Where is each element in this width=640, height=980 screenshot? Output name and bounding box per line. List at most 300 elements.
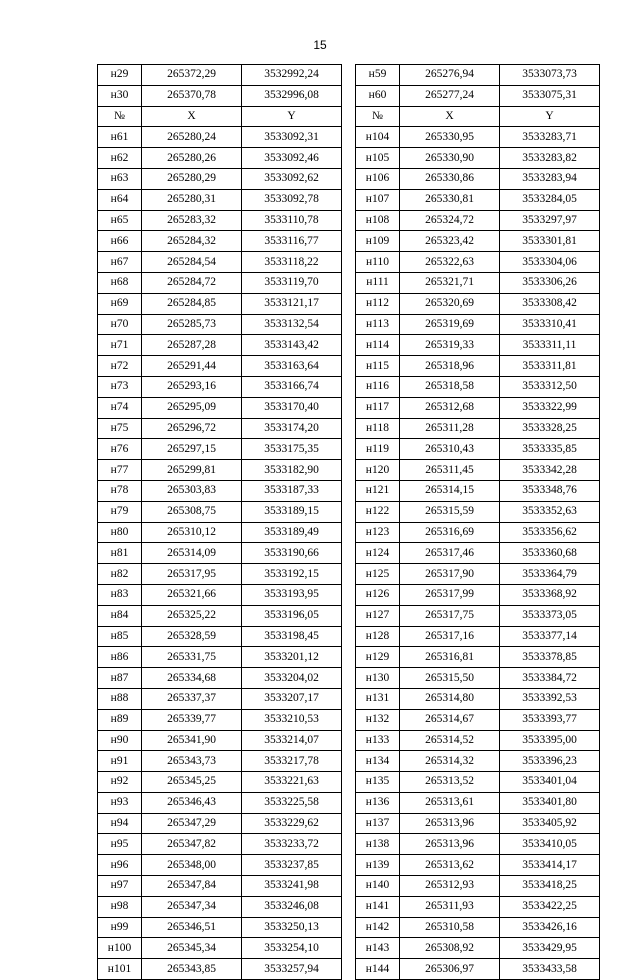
y-coordinate-cell: 3533201,12 [242, 647, 342, 668]
x-coordinate-cell: 265313,52 [400, 772, 500, 793]
y-coordinate-cell: 3533143,42 [242, 335, 342, 356]
y-coordinate-cell: 3533092,46 [242, 148, 342, 169]
y-coordinate-cell: 3533418,25 [500, 876, 600, 897]
x-coordinate-cell: 265285,73 [142, 314, 242, 335]
point-number-cell: н107 [356, 189, 400, 210]
column-gap [342, 65, 356, 86]
x-coordinate-cell: 265308,75 [142, 501, 242, 522]
x-coordinate-cell: 265372,29 [142, 65, 242, 86]
table-row [98, 480, 600, 501]
x-coordinate-cell: 265314,09 [142, 543, 242, 564]
x-coordinate-cell: 265348,00 [142, 855, 242, 876]
y-coordinate-cell: 3533237,85 [242, 855, 342, 876]
y-coordinate-cell: 3533163,64 [242, 356, 342, 377]
table-row [98, 959, 600, 980]
point-number-cell: н127 [356, 605, 400, 626]
point-number-cell: н88 [98, 688, 142, 709]
y-coordinate-cell: 3533352,63 [500, 501, 600, 522]
y-coordinate-cell: 3533110,78 [242, 210, 342, 231]
y-coordinate-cell: 3533118,22 [242, 252, 342, 273]
point-number-cell: н119 [356, 439, 400, 460]
point-number-cell: н71 [98, 335, 142, 356]
point-number-cell: н61 [98, 127, 142, 148]
y-coordinate-cell: 3532996,08 [242, 85, 342, 106]
point-number-cell: н66 [98, 231, 142, 252]
column-gap [342, 584, 356, 605]
column-gap [342, 730, 356, 751]
point-number-cell: н90 [98, 730, 142, 751]
point-number-cell: н30 [98, 85, 142, 106]
y-coordinate-cell: 3533170,40 [242, 397, 342, 418]
point-number-cell: н91 [98, 751, 142, 772]
x-coordinate-cell: 265312,93 [400, 876, 500, 897]
column-gap [342, 647, 356, 668]
column-gap [342, 293, 356, 314]
y-coordinate-cell: 3532992,24 [242, 65, 342, 86]
x-coordinate-cell: 265330,81 [400, 189, 500, 210]
x-coordinate-cell: 265311,28 [400, 418, 500, 439]
point-number-cell: н126 [356, 584, 400, 605]
point-number-cell: № [356, 106, 400, 127]
column-gap [342, 626, 356, 647]
point-number-cell: н105 [356, 148, 400, 169]
x-coordinate-cell: 265321,66 [142, 584, 242, 605]
column-gap [342, 252, 356, 273]
point-number-cell: н62 [98, 148, 142, 169]
x-coordinate-cell: 265331,75 [142, 647, 242, 668]
x-coordinate-cell: 265323,42 [400, 231, 500, 252]
y-coordinate-cell: 3533368,92 [500, 584, 600, 605]
table-row [98, 584, 600, 605]
column-gap [342, 605, 356, 626]
point-number-cell: н108 [356, 210, 400, 231]
y-coordinate-cell: 3533297,97 [500, 210, 600, 231]
column-gap [342, 272, 356, 293]
point-number-cell: н135 [356, 772, 400, 793]
x-coordinate-cell: 265317,99 [400, 584, 500, 605]
x-coordinate-cell: 265280,26 [142, 148, 242, 169]
y-coordinate-cell: 3533229,62 [242, 813, 342, 834]
y-coordinate-cell: 3533426,16 [500, 917, 600, 938]
y-coordinate-cell: 3533092,31 [242, 127, 342, 148]
y-coordinate-cell: 3533187,33 [242, 480, 342, 501]
y-coordinate-cell: 3533189,15 [242, 501, 342, 522]
y-coordinate-cell: 3533121,17 [242, 293, 342, 314]
x-coordinate-cell: 265314,80 [400, 688, 500, 709]
table-row [98, 813, 600, 834]
x-coordinate-cell: 265277,24 [400, 85, 500, 106]
column-gap [342, 418, 356, 439]
x-coordinate-cell: 265312,68 [400, 397, 500, 418]
table-row [98, 668, 600, 689]
y-coordinate-cell: 3533311,81 [500, 356, 600, 377]
table-row [98, 106, 600, 127]
y-coordinate-cell: 3533310,41 [500, 314, 600, 335]
column-gap [342, 231, 356, 252]
x-coordinate-cell: 265313,61 [400, 792, 500, 813]
x-coordinate-cell: 265296,72 [142, 418, 242, 439]
y-coordinate-cell: 3533198,45 [242, 626, 342, 647]
table-row [98, 751, 600, 772]
y-coordinate-cell: 3533342,28 [500, 460, 600, 481]
x-coordinate-cell: 265316,69 [400, 522, 500, 543]
y-coordinate-cell: 3533348,76 [500, 480, 600, 501]
point-number-cell: н85 [98, 626, 142, 647]
y-coordinate-cell: 3533257,94 [242, 959, 342, 980]
x-coordinate-cell: 265310,58 [400, 917, 500, 938]
y-coordinate-cell: 3533207,17 [242, 688, 342, 709]
point-number-cell: н70 [98, 314, 142, 335]
point-number-cell: н128 [356, 626, 400, 647]
x-coordinate-cell: 265330,90 [400, 148, 500, 169]
column-gap [342, 168, 356, 189]
x-coordinate-cell: 265345,25 [142, 772, 242, 793]
y-coordinate-cell: 3533132,54 [242, 314, 342, 335]
point-number-cell: н143 [356, 938, 400, 959]
y-coordinate-cell: 3533364,79 [500, 564, 600, 585]
point-number-cell: н87 [98, 668, 142, 689]
table-row [98, 522, 600, 543]
point-number-cell: н122 [356, 501, 400, 522]
point-number-cell: № [98, 106, 142, 127]
y-coordinate-cell: 3533283,71 [500, 127, 600, 148]
column-gap [342, 376, 356, 397]
column-gap [342, 106, 356, 127]
point-number-cell: н73 [98, 376, 142, 397]
column-gap [342, 501, 356, 522]
x-coordinate-cell: 265291,44 [142, 356, 242, 377]
point-number-cell: н98 [98, 896, 142, 917]
point-number-cell: н116 [356, 376, 400, 397]
column-gap [342, 439, 356, 460]
column-gap [342, 210, 356, 231]
x-coordinate-cell: 265345,34 [142, 938, 242, 959]
y-coordinate-cell: 3533414,17 [500, 855, 600, 876]
x-coordinate-cell: 265284,54 [142, 252, 242, 273]
x-coordinate-cell: 265346,51 [142, 917, 242, 938]
point-number-cell: н110 [356, 252, 400, 273]
x-coordinate-cell: 265320,69 [400, 293, 500, 314]
table-row [98, 772, 600, 793]
table-row [98, 189, 600, 210]
point-number-cell: н111 [356, 272, 400, 293]
table-row [98, 543, 600, 564]
table-row [98, 210, 600, 231]
point-number-cell: н72 [98, 356, 142, 377]
point-number-cell: н97 [98, 876, 142, 897]
y-coordinate-cell: 3533377,14 [500, 626, 600, 647]
y-coordinate-cell: 3533204,02 [242, 668, 342, 689]
column-gap [342, 85, 356, 106]
y-coordinate-cell: 3533301,81 [500, 231, 600, 252]
table-row [98, 896, 600, 917]
x-coordinate-cell: 265284,32 [142, 231, 242, 252]
x-coordinate-cell: 265314,67 [400, 709, 500, 730]
y-coordinate-cell: 3533217,78 [242, 751, 342, 772]
point-number-cell: н94 [98, 813, 142, 834]
point-number-cell: н112 [356, 293, 400, 314]
point-number-cell: н86 [98, 647, 142, 668]
x-coordinate-cell: 265303,83 [142, 480, 242, 501]
x-coordinate-cell: 265310,43 [400, 439, 500, 460]
x-coordinate-cell: 265311,93 [400, 896, 500, 917]
x-coordinate-cell: 265317,16 [400, 626, 500, 647]
column-gap [342, 564, 356, 585]
y-coordinate-cell: 3533283,82 [500, 148, 600, 169]
y-coordinate-cell: 3533233,72 [242, 834, 342, 855]
y-coordinate-cell: 3533360,68 [500, 543, 600, 564]
column-gap [342, 959, 356, 980]
x-coordinate-cell: 265347,84 [142, 876, 242, 897]
table-row [98, 376, 600, 397]
point-number-cell: н75 [98, 418, 142, 439]
y-coordinate-cell: 3533393,77 [500, 709, 600, 730]
point-number-cell: н130 [356, 668, 400, 689]
x-coordinate-cell: 265313,62 [400, 855, 500, 876]
y-coordinate-cell: 3533422,25 [500, 896, 600, 917]
y-coordinate-cell: 3533221,63 [242, 772, 342, 793]
point-number-cell: н114 [356, 335, 400, 356]
x-coordinate-cell: 265347,82 [142, 834, 242, 855]
column-gap [342, 688, 356, 709]
point-number-cell: н118 [356, 418, 400, 439]
x-coordinate-cell: 265337,37 [142, 688, 242, 709]
table-row [98, 605, 600, 626]
point-number-cell: н113 [356, 314, 400, 335]
y-coordinate-cell: 3533225,58 [242, 792, 342, 813]
y-coordinate-cell: 3533433,58 [500, 959, 600, 980]
x-coordinate-cell: 265293,16 [142, 376, 242, 397]
column-gap [342, 813, 356, 834]
table-row [98, 127, 600, 148]
x-coordinate-cell: 265339,77 [142, 709, 242, 730]
point-number-cell: н79 [98, 501, 142, 522]
column-gap [342, 543, 356, 564]
x-coordinate-cell: 265347,29 [142, 813, 242, 834]
x-coordinate-cell: 265308,92 [400, 938, 500, 959]
y-coordinate-cell: 3533175,35 [242, 439, 342, 460]
point-number-cell: н82 [98, 564, 142, 585]
point-number-cell: н64 [98, 189, 142, 210]
point-number-cell: н69 [98, 293, 142, 314]
point-number-cell: н104 [356, 127, 400, 148]
y-coordinate-cell: 3533395,00 [500, 730, 600, 751]
y-coordinate-cell: 3533250,13 [242, 917, 342, 938]
x-coordinate-cell: X [400, 106, 500, 127]
y-coordinate-cell: 3533192,15 [242, 564, 342, 585]
table-row [98, 356, 600, 377]
y-coordinate-cell: 3533283,94 [500, 168, 600, 189]
x-coordinate-cell: 265343,73 [142, 751, 242, 772]
table-row [98, 397, 600, 418]
y-coordinate-cell: 3533284,05 [500, 189, 600, 210]
y-coordinate-cell: 3533246,08 [242, 896, 342, 917]
y-coordinate-cell: 3533196,05 [242, 605, 342, 626]
point-number-cell: н136 [356, 792, 400, 813]
table-row [98, 272, 600, 293]
x-coordinate-cell: X [142, 106, 242, 127]
x-coordinate-cell: 265330,86 [400, 168, 500, 189]
column-gap [342, 480, 356, 501]
table-row [98, 855, 600, 876]
table-row [98, 647, 600, 668]
point-number-cell: н137 [356, 813, 400, 834]
point-number-cell: н59 [356, 65, 400, 86]
y-coordinate-cell: 3533214,07 [242, 730, 342, 751]
table-row [98, 626, 600, 647]
x-coordinate-cell: 265318,58 [400, 376, 500, 397]
y-coordinate-cell: Y [242, 106, 342, 127]
column-gap [342, 917, 356, 938]
table-row [98, 231, 600, 252]
table-row [98, 439, 600, 460]
coordinates-table [97, 64, 600, 980]
point-number-cell: н77 [98, 460, 142, 481]
table-row [98, 730, 600, 751]
point-number-cell: н133 [356, 730, 400, 751]
y-coordinate-cell: 3533254,10 [242, 938, 342, 959]
point-number-cell: н106 [356, 168, 400, 189]
x-coordinate-cell: 265318,96 [400, 356, 500, 377]
y-coordinate-cell: 3533075,31 [500, 85, 600, 106]
point-number-cell: н123 [356, 522, 400, 543]
point-number-cell: н89 [98, 709, 142, 730]
coordinates-table-body [98, 65, 600, 980]
x-coordinate-cell: 265315,50 [400, 668, 500, 689]
y-coordinate-cell: 3533405,92 [500, 813, 600, 834]
x-coordinate-cell: 265284,72 [142, 272, 242, 293]
column-gap [342, 896, 356, 917]
x-coordinate-cell: 265280,24 [142, 127, 242, 148]
x-coordinate-cell: 265280,29 [142, 168, 242, 189]
column-gap [342, 668, 356, 689]
y-coordinate-cell: 3533392,53 [500, 688, 600, 709]
table-row [98, 335, 600, 356]
y-coordinate-cell: 3533116,77 [242, 231, 342, 252]
table-row [98, 876, 600, 897]
table-row [98, 293, 600, 314]
x-coordinate-cell: 265324,72 [400, 210, 500, 231]
y-coordinate-cell: 3533401,80 [500, 792, 600, 813]
point-number-cell: н84 [98, 605, 142, 626]
column-gap [342, 938, 356, 959]
y-coordinate-cell: 3533335,85 [500, 439, 600, 460]
y-coordinate-cell: 3533429,95 [500, 938, 600, 959]
x-coordinate-cell: 265370,78 [142, 85, 242, 106]
y-coordinate-cell: 3533190,66 [242, 543, 342, 564]
y-coordinate-cell: 3533396,23 [500, 751, 600, 772]
column-gap [342, 148, 356, 169]
table-row [98, 792, 600, 813]
x-coordinate-cell: 265280,31 [142, 189, 242, 210]
table-row [98, 834, 600, 855]
x-coordinate-cell: 265317,46 [400, 543, 500, 564]
point-number-cell: н29 [98, 65, 142, 86]
x-coordinate-cell: 265317,90 [400, 564, 500, 585]
column-gap [342, 792, 356, 813]
table-row [98, 938, 600, 959]
table-row [98, 314, 600, 335]
y-coordinate-cell: 3533073,73 [500, 65, 600, 86]
y-coordinate-cell: 3533311,11 [500, 335, 600, 356]
y-coordinate-cell: 3533092,78 [242, 189, 342, 210]
table-row [98, 688, 600, 709]
point-number-cell: н99 [98, 917, 142, 938]
point-number-cell: н121 [356, 480, 400, 501]
y-coordinate-cell: 3533182,90 [242, 460, 342, 481]
point-number-cell: н125 [356, 564, 400, 585]
table-row [98, 148, 600, 169]
point-number-cell: н81 [98, 543, 142, 564]
y-coordinate-cell: 3533308,42 [500, 293, 600, 314]
table-row [98, 168, 600, 189]
column-gap [342, 855, 356, 876]
y-coordinate-cell: 3533306,26 [500, 272, 600, 293]
x-coordinate-cell: 265317,75 [400, 605, 500, 626]
point-number-cell: н74 [98, 397, 142, 418]
x-coordinate-cell: 265334,68 [142, 668, 242, 689]
table-row [98, 460, 600, 481]
column-gap [342, 834, 356, 855]
x-coordinate-cell: 265330,95 [400, 127, 500, 148]
y-coordinate-cell: 3533189,49 [242, 522, 342, 543]
y-coordinate-cell: 3533241,98 [242, 876, 342, 897]
column-gap [342, 772, 356, 793]
x-coordinate-cell: 265276,94 [400, 65, 500, 86]
x-coordinate-cell: 265319,69 [400, 314, 500, 335]
point-number-cell: н80 [98, 522, 142, 543]
column-gap [342, 709, 356, 730]
point-number-cell: н67 [98, 252, 142, 273]
x-coordinate-cell: 265299,81 [142, 460, 242, 481]
x-coordinate-cell: 265325,22 [142, 605, 242, 626]
y-coordinate-cell: 3533304,06 [500, 252, 600, 273]
point-number-cell: н92 [98, 772, 142, 793]
point-number-cell: н63 [98, 168, 142, 189]
table-row [98, 917, 600, 938]
x-coordinate-cell: 265284,85 [142, 293, 242, 314]
y-coordinate-cell: 3533312,50 [500, 376, 600, 397]
point-number-cell: н100 [98, 938, 142, 959]
point-number-cell: н83 [98, 584, 142, 605]
x-coordinate-cell: 265313,96 [400, 813, 500, 834]
y-coordinate-cell: 3533174,20 [242, 418, 342, 439]
column-gap [342, 127, 356, 148]
point-number-cell: н117 [356, 397, 400, 418]
point-number-cell: н96 [98, 855, 142, 876]
x-coordinate-cell: 265319,33 [400, 335, 500, 356]
x-coordinate-cell: 265317,95 [142, 564, 242, 585]
point-number-cell: н68 [98, 272, 142, 293]
x-coordinate-cell: 265315,59 [400, 501, 500, 522]
table-row [98, 65, 600, 86]
column-gap [342, 522, 356, 543]
y-coordinate-cell: 3533166,74 [242, 376, 342, 397]
y-coordinate-cell: 3533378,85 [500, 647, 600, 668]
x-coordinate-cell: 265283,32 [142, 210, 242, 231]
y-coordinate-cell: 3533119,70 [242, 272, 342, 293]
x-coordinate-cell: 265314,32 [400, 751, 500, 772]
table-row [98, 252, 600, 273]
x-coordinate-cell: 265347,34 [142, 896, 242, 917]
x-coordinate-cell: 265314,15 [400, 480, 500, 501]
x-coordinate-cell: 265314,52 [400, 730, 500, 751]
point-number-cell: н93 [98, 792, 142, 813]
x-coordinate-cell: 265316,81 [400, 647, 500, 668]
x-coordinate-cell: 265322,63 [400, 252, 500, 273]
x-coordinate-cell: 265346,43 [142, 792, 242, 813]
point-number-cell: н60 [356, 85, 400, 106]
